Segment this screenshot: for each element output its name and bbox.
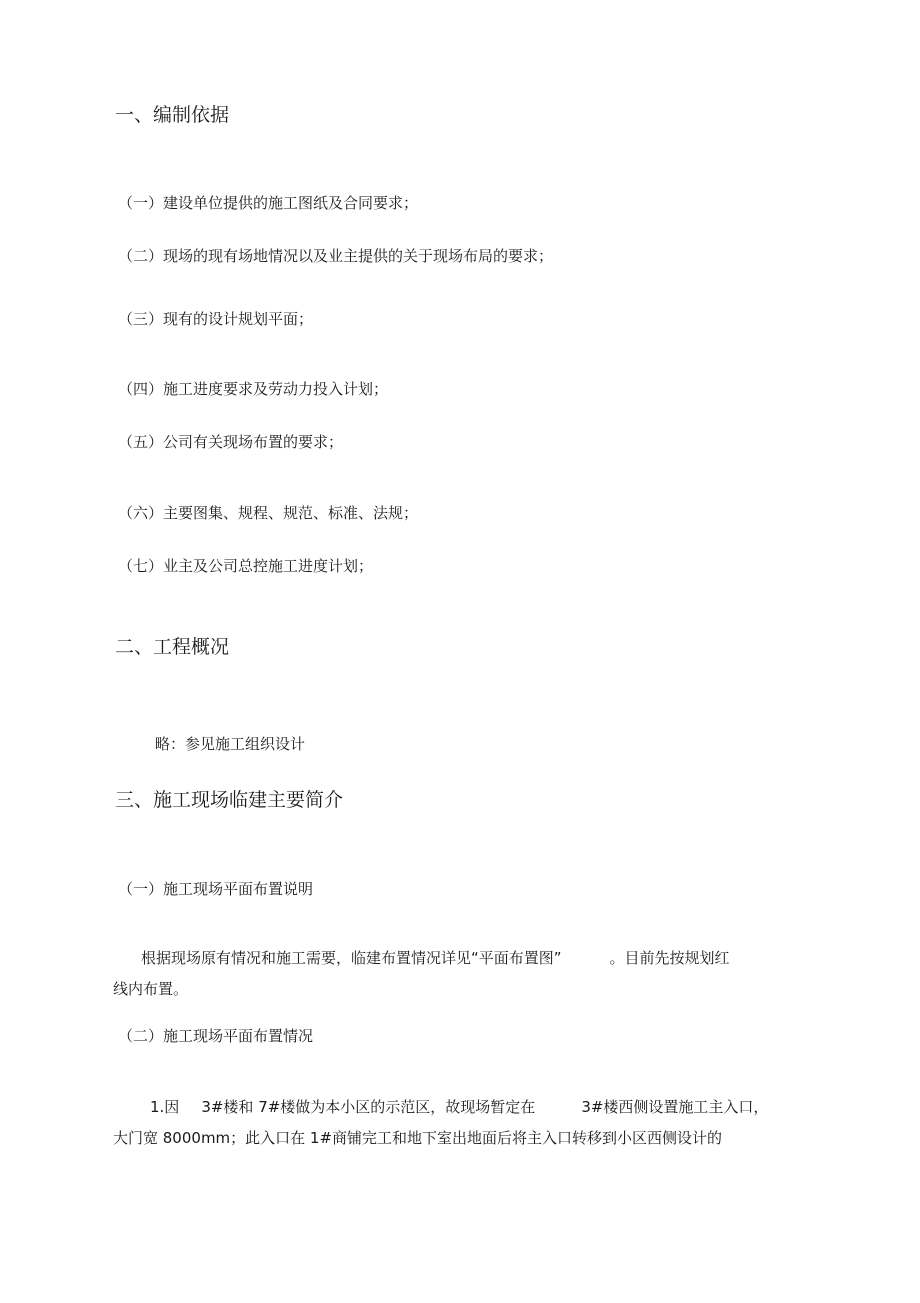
paragraph-2-line-2: 大门宽 8000mm；此入口在 1#商铺完工和地下室出地面后将主入口转移到小区西侧设计的 [113, 1129, 723, 1147]
list-item: （三）现有的设计规划平面； [118, 310, 314, 328]
paragraph-2-text-a: 1.因 [150, 1098, 180, 1116]
list-item: （七）业主及公司总控施工进度计划； [118, 557, 374, 575]
list-item: （一）建设单位提供的施工图纸及合同要求； [118, 194, 419, 212]
subsection-1-title: （一）施工现场平面布置说明 [118, 880, 314, 898]
list-item: （六）主要图集、规程、规范、标准、法规； [118, 504, 419, 522]
list-item: （四）施工进度要求及劳动力投入计划； [118, 380, 389, 398]
section-1-title: 一、编制依据 [115, 104, 230, 126]
section-2-title: 二、工程概况 [115, 636, 230, 658]
paragraph-1-line-2: 线内布置。 [113, 980, 189, 998]
paragraph-2-line-1 [150, 1096, 768, 1117]
paragraph-2-text-c: 3#楼西侧设置施工主入口， [581, 1098, 769, 1116]
subsection-2-title: （二）施工现场平面布置情况 [118, 1027, 314, 1045]
section-3-title: 三、施工现场临建主要简介 [115, 789, 344, 811]
list-item: （五）公司有关现场布置的要求； [118, 433, 344, 451]
paragraph-2-text-b: 3#楼和 7#楼做为本小区的示范区，故现场暂定在 [201, 1098, 536, 1116]
paragraph-1-text-b: 。目前先按规划红 [609, 949, 730, 967]
paragraph-1-text-a: 根据现场原有情况和施工需要，临建布置情况详见“平面布置图” [141, 949, 562, 967]
list-item: （二）现场的现有场地情况以及业主提供的关于现场布局的要求； [118, 247, 554, 265]
paragraph-1-line-1 [141, 947, 730, 968]
section-2-text: 略：参见施工组织设计 [155, 735, 306, 753]
